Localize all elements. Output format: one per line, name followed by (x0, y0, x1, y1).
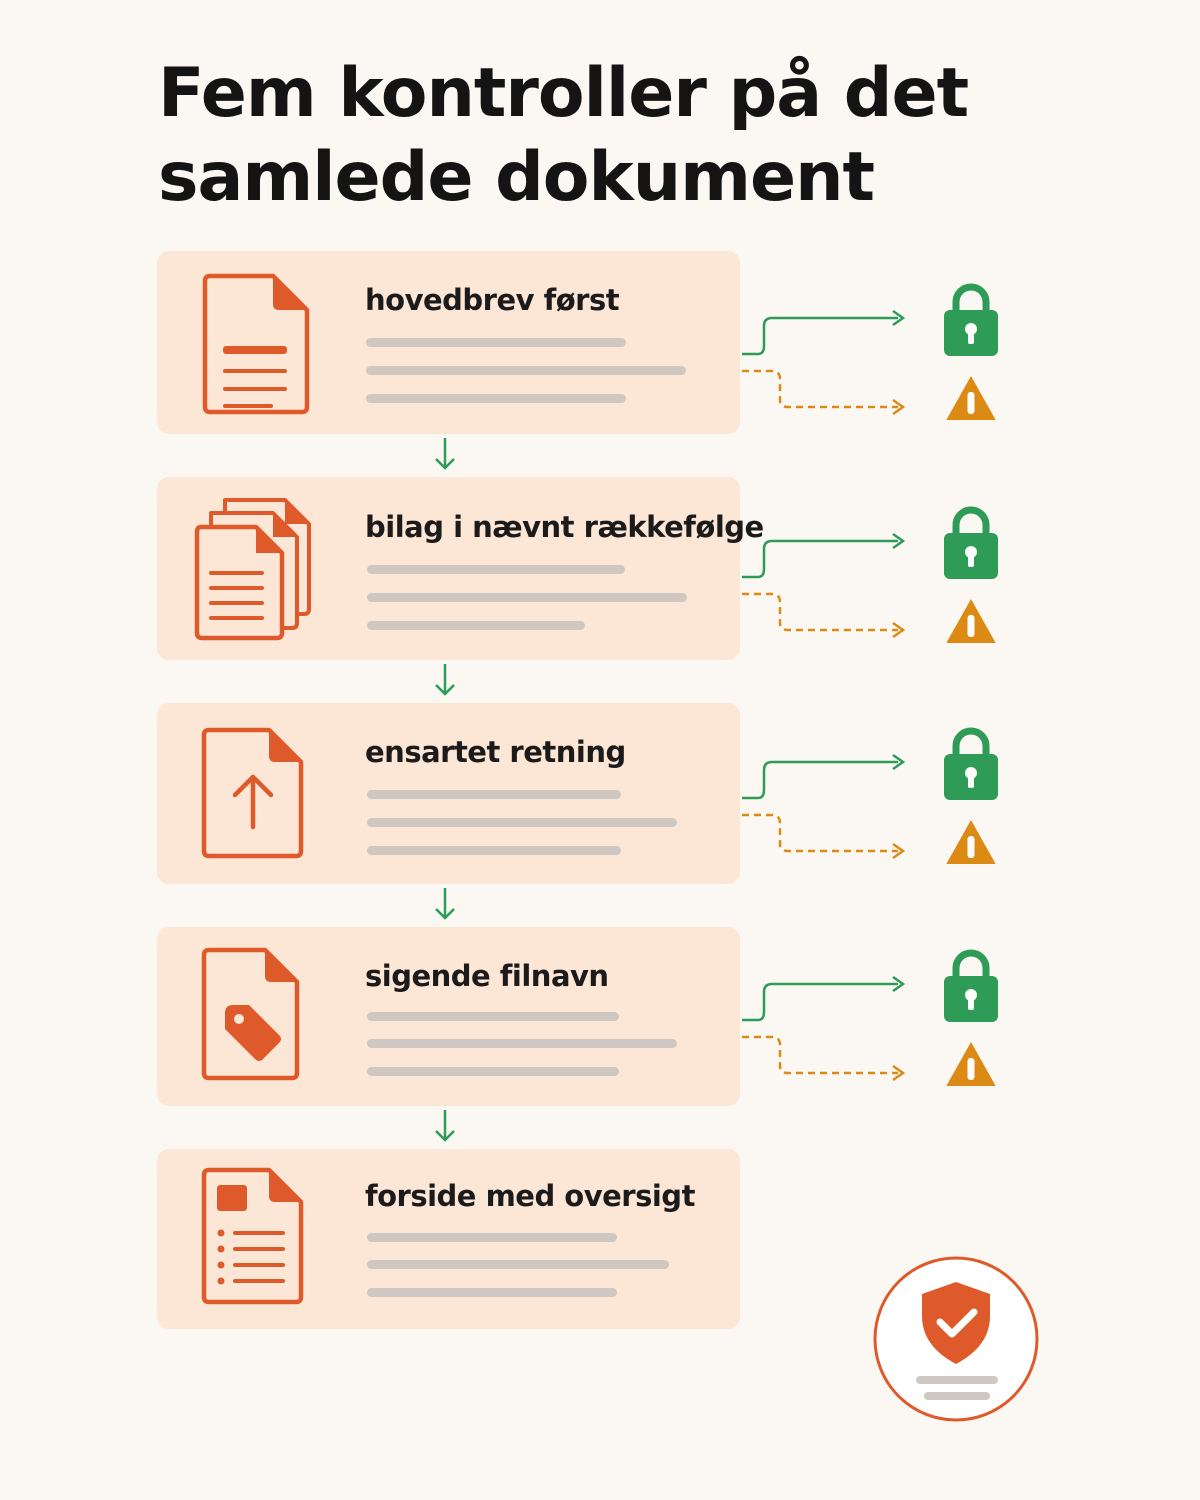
placeholder-line (367, 1233, 617, 1242)
placeholder-line (367, 1012, 619, 1021)
check-outcome-branch-4 (740, 946, 1010, 1086)
placeholder-line (367, 818, 677, 827)
page-title: Fem kontroller på det samlede dokument (158, 54, 969, 217)
arrow-down-icon (433, 662, 457, 698)
pass-connector (742, 541, 898, 577)
document-stack-icon (193, 497, 313, 643)
warning-icon (939, 820, 1003, 864)
document-tag-icon (201, 947, 301, 1081)
shield-check-icon (872, 1254, 1040, 1424)
step-label-5: forside med oversigt (365, 1179, 695, 1213)
step-label-3: ensartet retning (365, 735, 626, 769)
placeholder-line (367, 593, 687, 602)
check-outcome-branch-3 (740, 724, 1010, 864)
check-outcome-branch-1 (740, 280, 1010, 420)
fail-connector (742, 815, 898, 851)
placeholder-line (367, 1039, 677, 1048)
pass-connector (742, 762, 898, 798)
fail-connector (742, 371, 898, 407)
placeholder-line (367, 621, 585, 630)
arrow-down-icon (433, 886, 457, 922)
lock-icon (944, 287, 998, 356)
placeholder-line (366, 338, 626, 347)
step-card-3 (157, 703, 740, 884)
pass-connector (742, 984, 898, 1020)
document-icon (201, 273, 311, 415)
fail-connector (742, 594, 898, 630)
step-label-2: bilag i nævnt rækkefølge (365, 510, 764, 544)
warning-icon (939, 599, 1003, 643)
step-label-1: hovedbrev først (365, 283, 620, 317)
placeholder-line (367, 790, 621, 799)
placeholder-line (367, 565, 625, 574)
step-label-4: sigende filnavn (365, 959, 609, 993)
placeholder-line (367, 846, 621, 855)
step-card-5 (157, 1149, 740, 1329)
arrow-down-icon (433, 1108, 457, 1144)
warning-icon (939, 376, 1003, 420)
arrow-down-icon (433, 436, 457, 472)
lock-icon (944, 953, 998, 1022)
pass-connector (742, 318, 898, 354)
lock-icon (944, 731, 998, 800)
step-card-2 (157, 477, 764, 660)
document-upload-arrow-icon (201, 727, 305, 859)
warning-icon (939, 1042, 1003, 1086)
check-outcome-branch-2 (740, 503, 1010, 643)
placeholder-line (367, 1067, 619, 1076)
placeholder-line (366, 366, 686, 375)
placeholder-line (367, 1288, 617, 1297)
lock-icon (944, 510, 998, 579)
placeholder-line (367, 1260, 669, 1269)
step-card-4 (157, 927, 740, 1106)
step-card-1 (157, 251, 740, 434)
fail-connector (742, 1037, 898, 1073)
document-list-icon (201, 1167, 305, 1305)
placeholder-line (366, 394, 626, 403)
